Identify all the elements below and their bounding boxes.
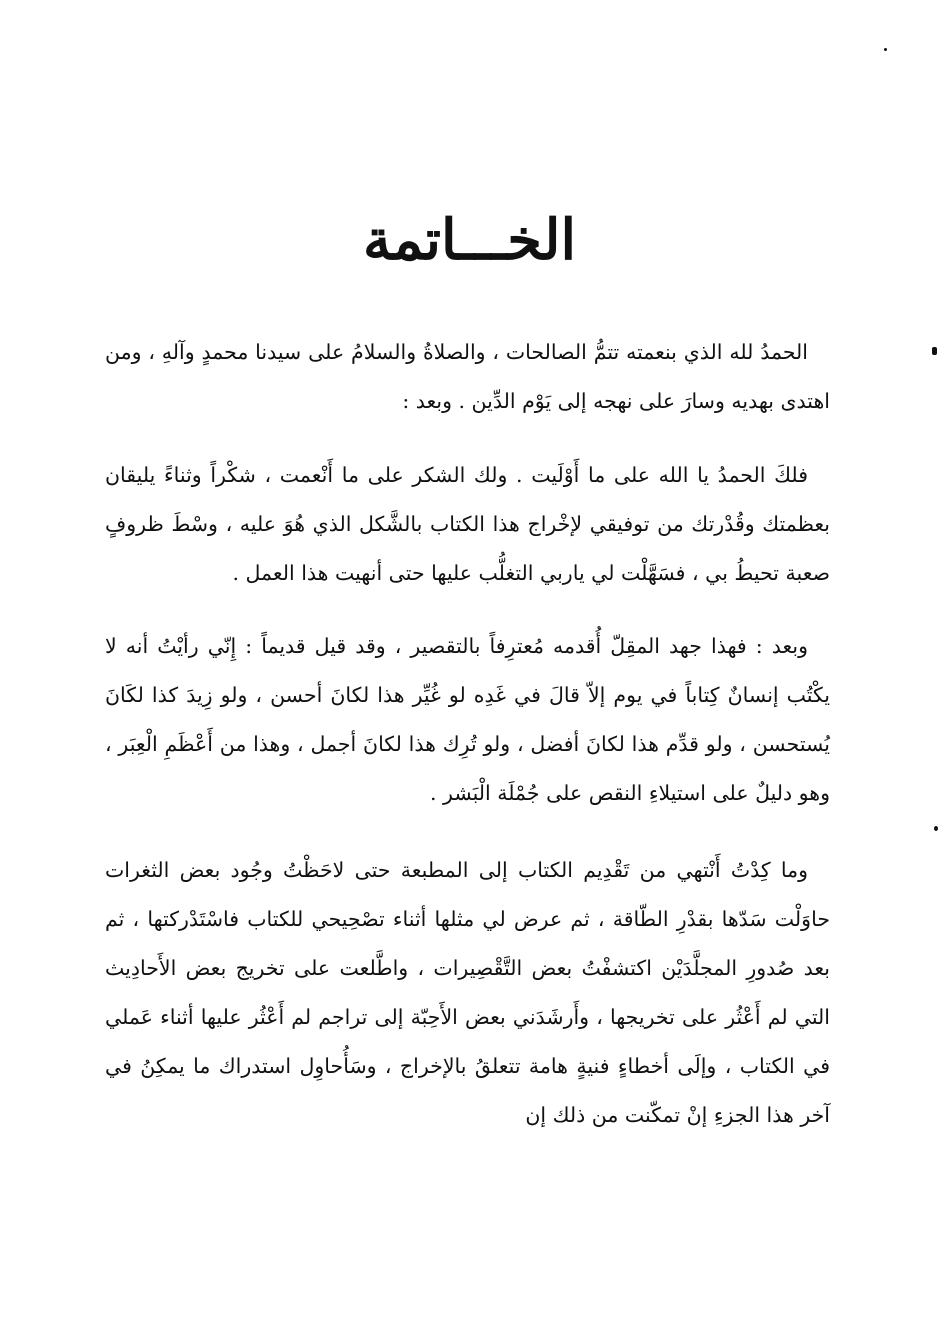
paragraph-corrections: وما كِدْتُ أَنْتهي من تَقْدِيم الكتاب إلى المطبعة حتى لاحَظْتُ وجُود بعض الثغرات حاوَلْت سَدّها بقدْرِ الطّاقة ، ثم عرض لي مثلها أثناء تصْحِيحي للكتاب فاسْتَدْركتها ، ثم بعد صُدورِ المجلَّدَيْن اكتشفْتُ بعض التَّقْصِيرات ، واطَّلعت على تخريج بعض الأَحادِيث التي لم أَعْثُر على تخريجها ، وأَرشَدَني بعض الأَحِبّة إلى تراجم لم أَعْثُر عليها أثناء عَملي في الكتاب ، وإلَى أخطاءٍ فنيةٍ هامة تتعلقُ بالإخراج ، وسَأُحاوِل استدراك ما يمكِنُ في آخر هذا الجزءِ إنْ تمكّنت من ذلك إن [105, 858, 830, 1127]
scan-speck [934, 826, 938, 831]
paragraph-shortcomings: وبعد : فهذا جهد المقِلّ أُقدمه مُعترِفاً بالتقصير ، وقد قيل قديماً : إِنّي رأيْتُ أنه لا يكْتُب إنسانٌ كِتاباً في يوم إلاّ قالَ في غَدِه لو غُيِّر هذا لكانَ أحسن ، ولو زِيدَ كذا لكَانَ يُستحسن ، ولو قدِّم هذا لكانَ أفضل ، ولو تُرِك هذا لكانَ أجمل ، وهذا من أَعْظَمِ الْعِبَر ، وهو دليلٌ على استيلاءِ النقص على جُمْلَة الْبَشر . [105, 634, 830, 805]
scan-speck [884, 48, 887, 51]
paragraph-opening: الحمدُ لله الذي بنعمته تتمُّ الصالحات ، والصلاةُ والسلامُ على سيدنا محمدٍ وآلهِ ، ومن اهتدى بهديه وسارَ على نهجه إلى يَوْم الدِّين . وبعد : [105, 340, 830, 413]
chapter-heading: الخـــاتمة [362, 207, 577, 273]
paragraph-praise: فلكَ الحمدُ يا الله على ما أَوْلَيت . ولك الشكر على ما أَنْعمت ، شكْراً وثناءً يليقان بعظمتك وقُدْرتك من توفيقي لإخْراج هذا الكتاب بالشَّكل الذي هُوَ عليه ، وسْطَ ظروفٍ صعبة تحيطُ بي ، فسَهَّلْت لي ياربي التغلُّب عليها حتى أنهيت هذا العمل . [105, 463, 830, 585]
body-text [105, 328, 830, 1140]
scan-speck [932, 347, 937, 355]
